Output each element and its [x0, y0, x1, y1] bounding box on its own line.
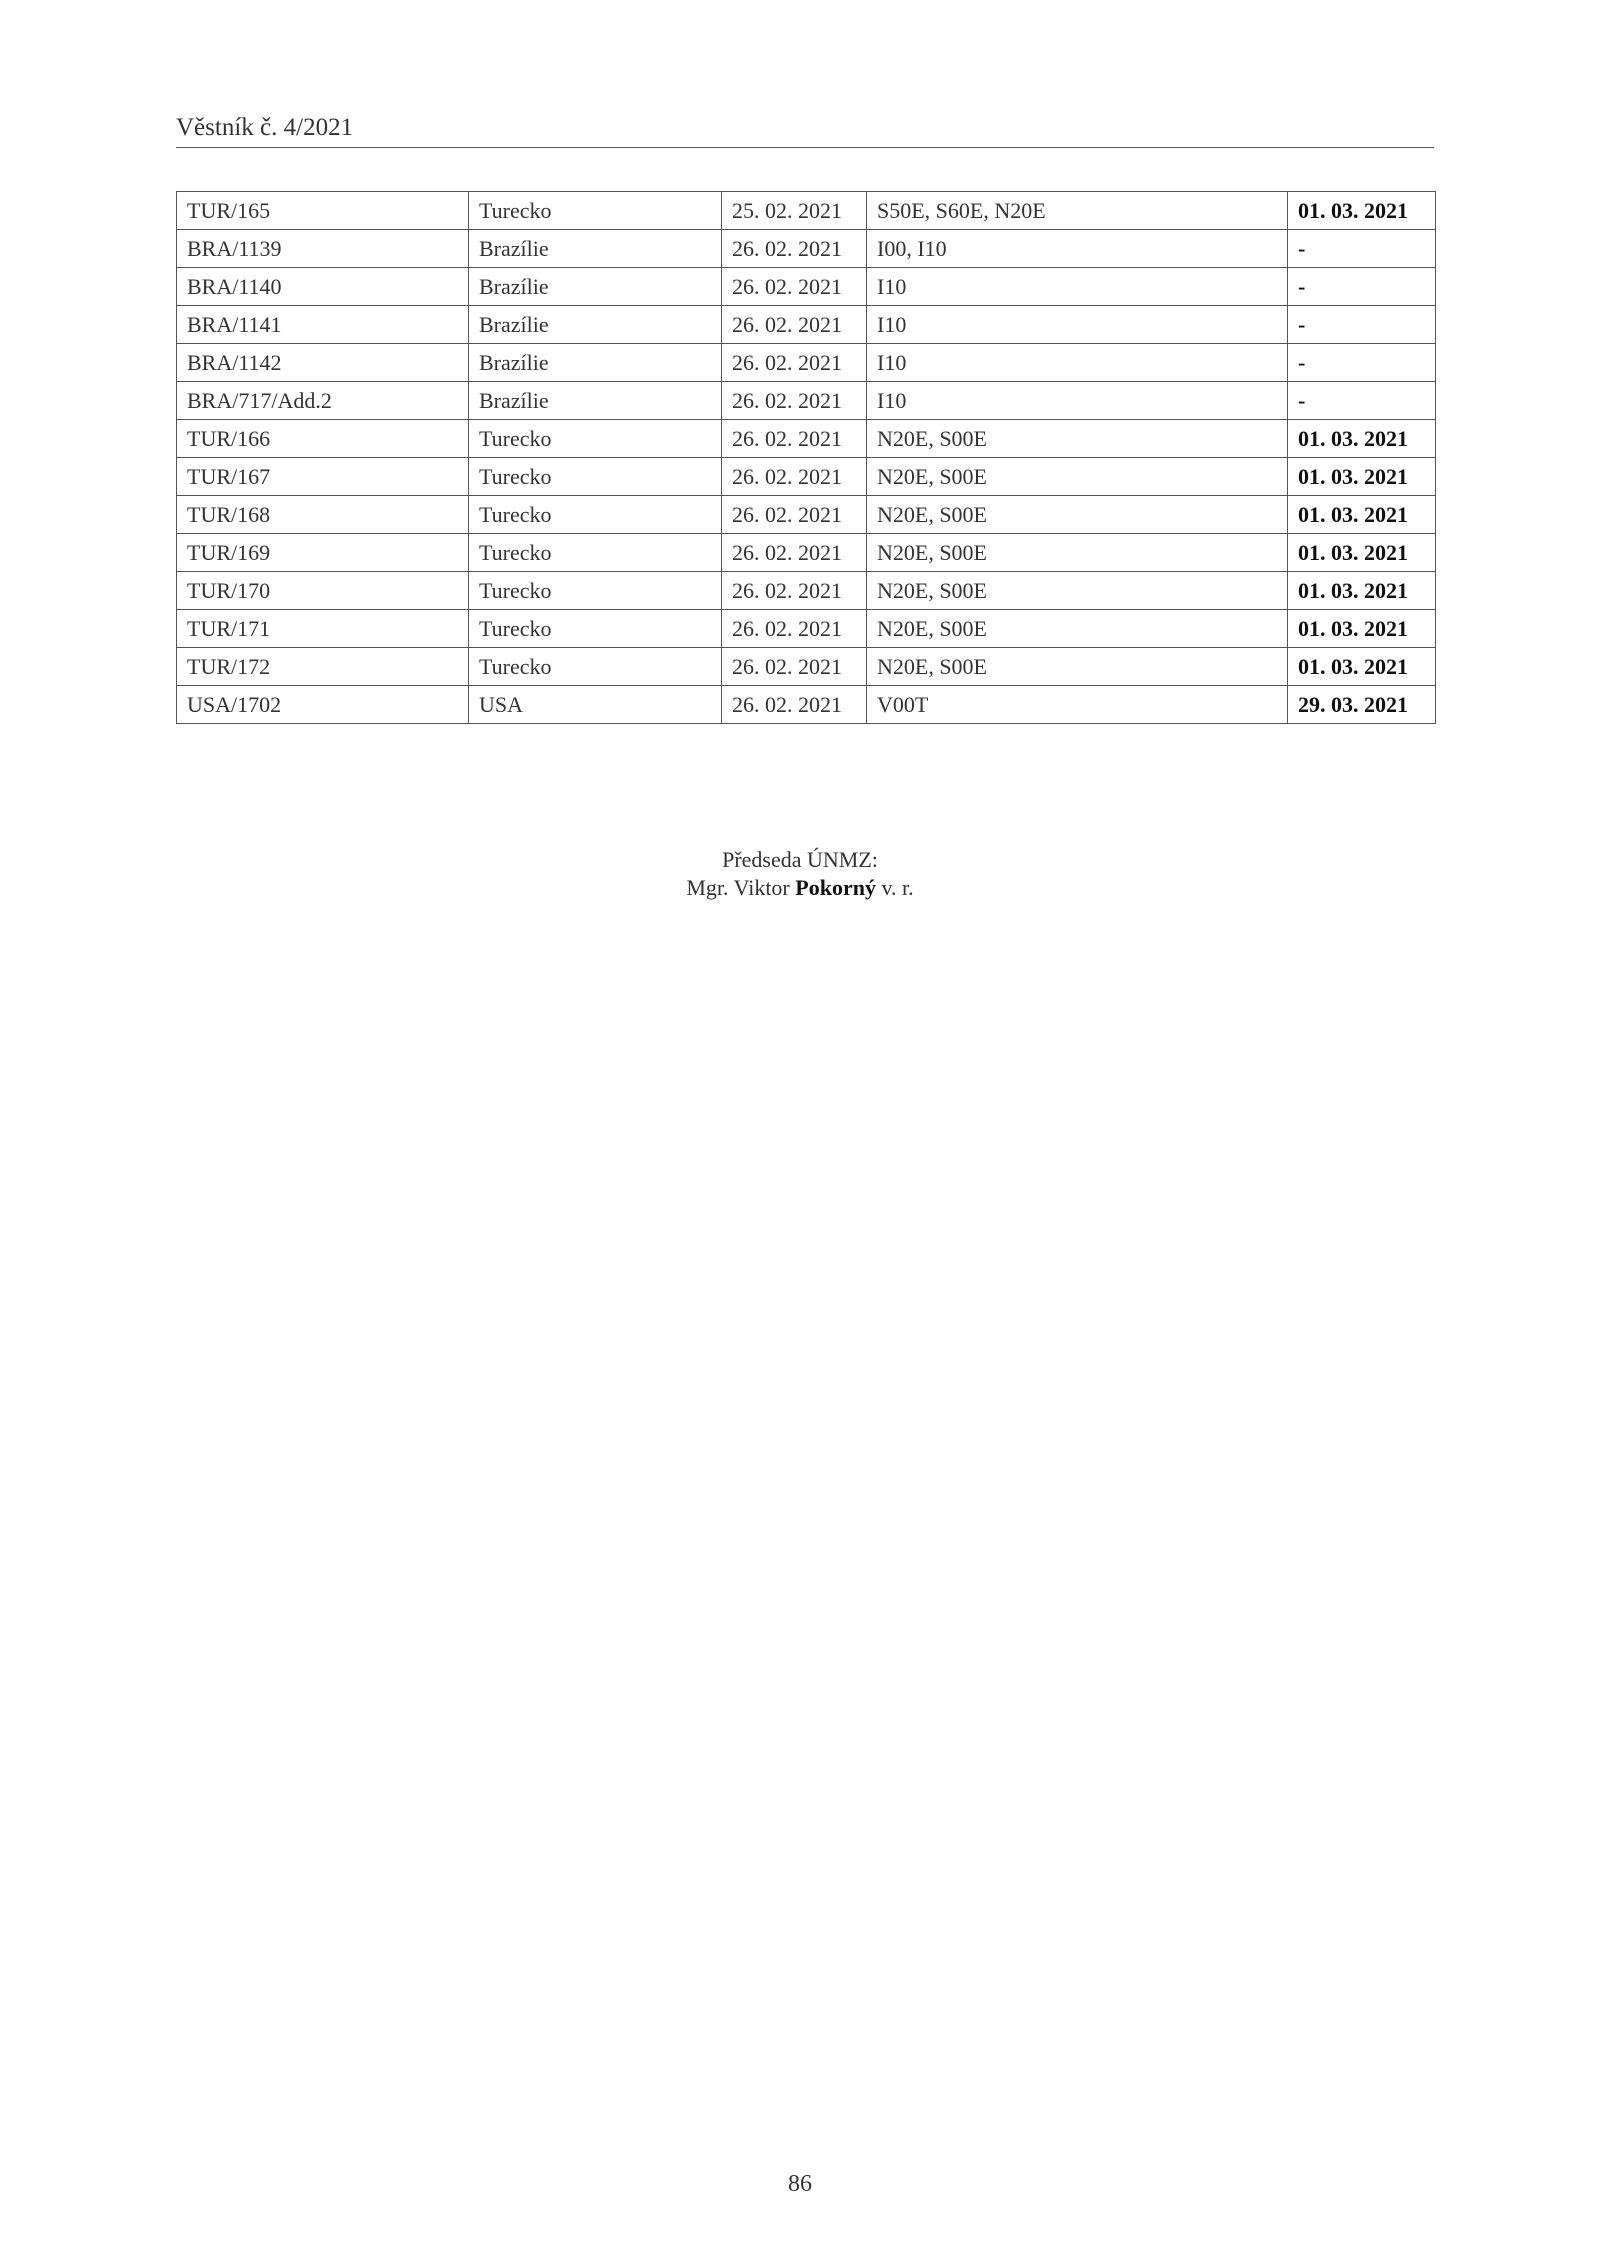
codes-cell: N20E, S00E: [867, 572, 1288, 610]
codes-cell: I00, I10: [867, 230, 1288, 268]
bulletin-title: Věstník č. 4/2021: [176, 114, 354, 141]
country-cell: Turecko: [469, 420, 722, 458]
codes-cell: N20E, S00E: [867, 420, 1288, 458]
deadline-cell: 01. 03. 2021: [1288, 648, 1436, 686]
signature-role: Předseda ÚNMZ:: [722, 847, 878, 872]
deadline-cell: 29. 03. 2021: [1288, 686, 1436, 724]
country-cell: Turecko: [469, 572, 722, 610]
codes-cell: N20E, S00E: [867, 496, 1288, 534]
notification-id-cell: USA/1702: [177, 686, 469, 724]
date-cell: 26. 02. 2021: [722, 496, 867, 534]
codes-cell: S50E, S60E, N20E: [867, 192, 1288, 230]
table-row: [177, 610, 1436, 648]
date-cell: 26. 02. 2021: [722, 686, 867, 724]
country-cell: Turecko: [469, 192, 722, 230]
codes-cell: N20E, S00E: [867, 458, 1288, 496]
codes-cell: I10: [867, 382, 1288, 420]
date-cell: 26. 02. 2021: [722, 534, 867, 572]
country-cell: USA: [469, 686, 722, 724]
date-cell: 26. 02. 2021: [722, 344, 867, 382]
deadline-cell: -: [1288, 230, 1436, 268]
table-row: [177, 686, 1436, 724]
notification-id-cell: BRA/1140: [177, 268, 469, 306]
date-cell: 26. 02. 2021: [722, 610, 867, 648]
signature-name-line: [0, 874, 1600, 902]
deadline-cell: 01. 03. 2021: [1288, 192, 1436, 230]
table-row: [177, 572, 1436, 610]
country-cell: Turecko: [469, 610, 722, 648]
country-cell: Brazílie: [469, 306, 722, 344]
table-row: [177, 382, 1436, 420]
deadline-cell: -: [1288, 344, 1436, 382]
table-row: [177, 344, 1436, 382]
notification-id-cell: BRA/1142: [177, 344, 469, 382]
date-cell: 26. 02. 2021: [722, 572, 867, 610]
country-cell: Brazílie: [469, 230, 722, 268]
date-cell: 26. 02. 2021: [722, 268, 867, 306]
date-cell: 25. 02. 2021: [722, 192, 867, 230]
date-cell: 26. 02. 2021: [722, 306, 867, 344]
date-cell: 26. 02. 2021: [722, 230, 867, 268]
deadline-cell: -: [1288, 268, 1436, 306]
deadline-cell: -: [1288, 306, 1436, 344]
table-row: [177, 420, 1436, 458]
notification-id-cell: BRA/1141: [177, 306, 469, 344]
page-number: 86: [788, 2171, 812, 2197]
country-cell: Brazílie: [469, 344, 722, 382]
notification-table: [176, 191, 1436, 724]
date-cell: 26. 02. 2021: [722, 420, 867, 458]
table-row: [177, 458, 1436, 496]
table-row: [177, 192, 1436, 230]
deadline-cell: 01. 03. 2021: [1288, 458, 1436, 496]
deadline-cell: 01. 03. 2021: [1288, 534, 1436, 572]
notification-id-cell: TUR/166: [177, 420, 469, 458]
codes-cell: I10: [867, 306, 1288, 344]
date-cell: 26. 02. 2021: [722, 648, 867, 686]
date-cell: 26. 02. 2021: [722, 458, 867, 496]
notification-id-cell: BRA/717/Add.2: [177, 382, 469, 420]
notification-id-cell: TUR/165: [177, 192, 469, 230]
notification-id-cell: TUR/168: [177, 496, 469, 534]
signature-surname: Pokorný: [795, 875, 876, 900]
notification-id-cell: BRA/1139: [177, 230, 469, 268]
signature-block: [0, 846, 1600, 902]
country-cell: Turecko: [469, 648, 722, 686]
table-row: [177, 648, 1436, 686]
signature-suffix: v. r.: [881, 875, 914, 900]
codes-cell: N20E, S00E: [867, 534, 1288, 572]
table-row: [177, 268, 1436, 306]
codes-cell: I10: [867, 344, 1288, 382]
deadline-cell: 01. 03. 2021: [1288, 572, 1436, 610]
country-cell: Turecko: [469, 534, 722, 572]
codes-cell: N20E, S00E: [867, 648, 1288, 686]
notification-table-body: [177, 192, 1436, 724]
notification-id-cell: TUR/172: [177, 648, 469, 686]
date-cell: 26. 02. 2021: [722, 382, 867, 420]
country-cell: Brazílie: [469, 268, 722, 306]
table-row: [177, 534, 1436, 572]
notification-id-cell: TUR/167: [177, 458, 469, 496]
country-cell: Turecko: [469, 458, 722, 496]
signature-name-prefix: Mgr. Viktor: [686, 875, 790, 900]
table-row: [177, 306, 1436, 344]
country-cell: Brazílie: [469, 382, 722, 420]
country-cell: Turecko: [469, 496, 722, 534]
notification-id-cell: TUR/169: [177, 534, 469, 572]
codes-cell: I10: [867, 268, 1288, 306]
table-row: [177, 496, 1436, 534]
codes-cell: N20E, S00E: [867, 610, 1288, 648]
notification-id-cell: TUR/171: [177, 610, 469, 648]
deadline-cell: -: [1288, 382, 1436, 420]
codes-cell: V00T: [867, 686, 1288, 724]
deadline-cell: 01. 03. 2021: [1288, 496, 1436, 534]
deadline-cell: 01. 03. 2021: [1288, 420, 1436, 458]
deadline-cell: 01. 03. 2021: [1288, 610, 1436, 648]
page-header: [176, 113, 1434, 148]
table-row: [177, 230, 1436, 268]
notification-id-cell: TUR/170: [177, 572, 469, 610]
